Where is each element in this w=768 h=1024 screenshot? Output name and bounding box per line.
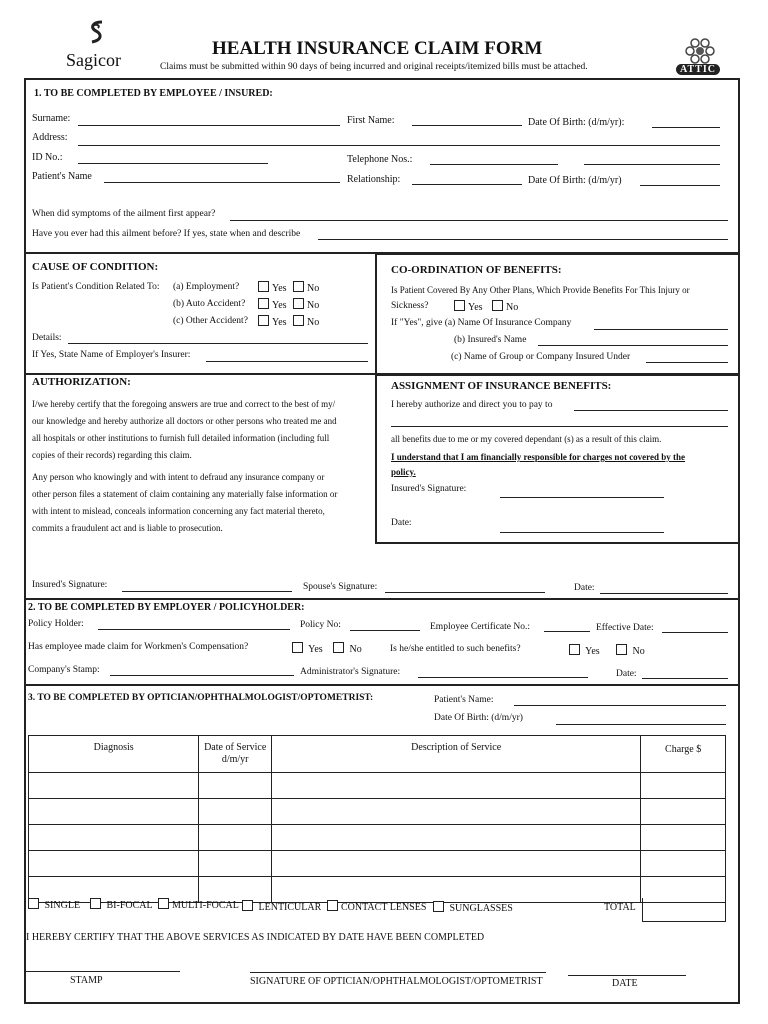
lens-bifocal[interactable] xyxy=(90,898,153,911)
policy-no-label: Policy No: xyxy=(300,620,341,630)
address-label: Address: xyxy=(32,132,68,143)
total-label: TOTAL xyxy=(604,902,636,913)
effective-date-field[interactable] xyxy=(662,632,728,633)
id-label: ID No.: xyxy=(32,152,63,163)
cause-b-yes[interactable] xyxy=(258,298,287,311)
spouse-signature-label: Spouse's Signature: xyxy=(303,582,378,592)
checkbox-icon[interactable] xyxy=(242,900,253,911)
policy-holder-label: Policy Holder: xyxy=(28,619,84,629)
col-charge: Charge $ xyxy=(641,736,726,773)
checkbox-icon[interactable] xyxy=(454,300,465,311)
no-label: No xyxy=(307,300,320,311)
col-date xyxy=(199,736,272,773)
lens-label: BI-FOCAL xyxy=(106,900,153,911)
cause-c-yes[interactable] xyxy=(258,315,287,328)
insured-signature-label: Insured's Signature: xyxy=(32,580,108,590)
section2-heading: 2. TO BE COMPLETED BY EMPLOYER / POLICYHOLDER: xyxy=(28,602,305,613)
checkbox-icon[interactable] xyxy=(492,300,503,311)
col-diagnosis: Diagnosis xyxy=(29,736,199,773)
section2-date-field[interactable] xyxy=(642,678,728,679)
authorization-line: commits a fraudulent act and is liable to prosecution. xyxy=(32,523,223,533)
optician-signature-label: SIGNATURE OF OPTICIAN/OPHTHALMOLOGIST/OPTOMETRIST xyxy=(250,976,543,987)
cause-c-label: (c) Other Accident? xyxy=(173,316,248,326)
checkbox-icon[interactable] xyxy=(327,900,338,911)
checkbox-icon[interactable] xyxy=(333,642,344,653)
first-name-label: First Name: xyxy=(347,115,395,126)
cause-a-label: (a) Employment? xyxy=(173,282,240,292)
patient-name-field[interactable] xyxy=(104,182,340,183)
dob2-label: Date Of Birth: (d/m/yr) xyxy=(528,175,622,186)
signature-date-field[interactable] xyxy=(600,593,728,594)
lens-sunglasses[interactable] xyxy=(433,901,513,914)
date-line[interactable] xyxy=(568,975,686,976)
had-before-label: Have you ever had this ailment before? If yes, state when and describe xyxy=(32,229,301,239)
section2-date-label: Date: xyxy=(616,669,637,679)
cause-divider xyxy=(24,373,376,375)
cause-a-no[interactable] xyxy=(293,281,319,294)
authorization-line: Any person who knowingly and with intent to defraud any insurance company or xyxy=(32,472,325,482)
coordination-ifyes: If "Yes", give (a) Name Of Insurance Company xyxy=(391,318,572,328)
signature-date-label: Date: xyxy=(574,583,595,593)
table-header-row xyxy=(29,736,726,773)
yes-label: Yes xyxy=(272,283,287,294)
total-box[interactable] xyxy=(642,898,726,922)
cause-a-yes[interactable] xyxy=(258,281,287,294)
no-label: No xyxy=(307,317,320,328)
checkbox-icon[interactable] xyxy=(616,644,627,655)
coordination-c: (c) Name of Group or Company Insured Under xyxy=(451,352,631,362)
checkbox-icon[interactable] xyxy=(293,298,304,309)
dob1-field[interactable] xyxy=(652,127,720,128)
authorization-line: copies of their records) regarding this claim. xyxy=(32,450,192,460)
effective-date-label: Effective Date: xyxy=(596,623,654,633)
emp-cert-label: Employee Certificate No.: xyxy=(430,622,530,632)
cause-b-label: (b) Auto Accident? xyxy=(173,299,246,309)
cause-heading: CAUSE OF CONDITION: xyxy=(32,261,159,273)
checkbox-icon[interactable] xyxy=(293,281,304,292)
surname-field[interactable] xyxy=(78,125,340,126)
address-field[interactable] xyxy=(78,145,720,146)
partner-logo-text: ATTIC xyxy=(676,64,720,75)
form-title: HEALTH INSURANCE CLAIM FORM xyxy=(212,38,543,59)
coordination-heading: CO-ORDINATION OF BENEFITS: xyxy=(391,264,562,276)
coordination-yes[interactable] xyxy=(454,300,483,313)
checkbox-icon[interactable] xyxy=(569,644,580,655)
admin-signature-field[interactable] xyxy=(418,677,588,678)
cause-c-no[interactable] xyxy=(293,315,319,328)
table-row[interactable] xyxy=(29,851,726,877)
dob2-field[interactable] xyxy=(640,185,720,186)
authorization-line: with intent to mislead, conceals information concerning any fact material thereto, xyxy=(32,506,325,516)
cause-related-label: Is Patient's Condition Related To: xyxy=(32,282,160,292)
dob1-label: Date Of Birth: (d/m/yr): xyxy=(528,117,625,128)
checkbox-icon[interactable] xyxy=(433,901,444,912)
authorization-line: other person files a statement of claim containing any materially false information or xyxy=(32,489,338,499)
workmen-label: Has employee made claim for Workmen's Compensation? xyxy=(28,642,249,652)
no-label: No xyxy=(632,646,645,657)
pay-to-field[interactable] xyxy=(574,410,728,411)
s3-patient-name-label: Patient's Name: xyxy=(434,695,494,705)
col-date-format: d/m/yr xyxy=(221,754,249,765)
authorization-p1 xyxy=(32,396,372,464)
assignment-insured-sig-label: Insured's Signature: xyxy=(391,484,467,494)
emp-cert-field[interactable] xyxy=(544,631,590,632)
checkbox-icon[interactable] xyxy=(292,642,303,653)
pay-to-field-2[interactable] xyxy=(391,426,728,427)
table-row[interactable] xyxy=(29,773,726,799)
checkbox-icon[interactable] xyxy=(258,298,269,309)
hexagon-cluster-icon xyxy=(685,38,715,64)
relationship-field[interactable] xyxy=(412,184,522,185)
lens-lenticular[interactable] xyxy=(242,900,321,913)
no-label: No xyxy=(506,302,519,313)
authorization-heading: AUTHORIZATION: xyxy=(32,376,131,388)
telephone-label: Telephone Nos.: xyxy=(347,154,413,165)
telephone-field-1[interactable] xyxy=(430,164,558,165)
insured-signature-field[interactable] xyxy=(122,591,292,592)
section3-divider xyxy=(24,684,740,686)
no-label: No xyxy=(307,283,320,294)
entitled-no[interactable] xyxy=(616,644,645,657)
coordination-no[interactable] xyxy=(492,300,518,313)
first-name-field[interactable] xyxy=(412,125,522,126)
s3-patient-name-field[interactable] xyxy=(514,705,726,706)
company-stamp-field[interactable] xyxy=(110,675,294,676)
table-row[interactable] xyxy=(29,799,726,825)
checkbox-icon[interactable] xyxy=(28,898,39,909)
lens-contact[interactable] xyxy=(327,900,426,913)
workmen-yes[interactable] xyxy=(292,642,323,655)
company-stamp-label: Company's Stamp: xyxy=(28,665,100,675)
policy-no-field[interactable] xyxy=(350,630,420,631)
insured-name-field[interactable] xyxy=(538,345,728,346)
section1-heading: 1. TO BE COMPLETED BY EMPLOYEE / INSURED: xyxy=(34,88,273,99)
assignment-heading: ASSIGNMENT OF INSURANCE BENEFITS: xyxy=(391,380,612,392)
attic-logo xyxy=(674,38,726,78)
yes-label: Yes xyxy=(272,300,287,311)
patient-name-label: Patient's Name xyxy=(32,171,92,182)
optician-signature-line[interactable] xyxy=(250,972,546,973)
checkbox-icon[interactable] xyxy=(258,281,269,292)
no-label: No xyxy=(349,644,362,655)
assignment-understand1: I understand that I am financially responsible for charges not covered by the xyxy=(391,452,686,462)
details-field[interactable] xyxy=(68,343,368,344)
lens-single[interactable] xyxy=(28,898,80,911)
table-row[interactable] xyxy=(29,825,726,851)
entitled-yes[interactable] xyxy=(569,644,600,657)
coordination-b: (b) Insured's Name xyxy=(454,335,527,345)
details-label: Details: xyxy=(32,333,62,343)
services-table xyxy=(28,735,726,903)
assignment-date-label: Date: xyxy=(391,518,412,528)
checkbox-icon[interactable] xyxy=(293,315,304,326)
coordination-line2: Sickness? xyxy=(391,301,429,311)
telephone-field-2[interactable] xyxy=(584,164,720,165)
insurer-field[interactable] xyxy=(206,361,368,362)
insurance-company-field[interactable] xyxy=(594,329,728,330)
authorization-line: our knowledge and hereby authorize all doctors or other persons who treated me and xyxy=(32,416,337,426)
sagicor-swirl-icon xyxy=(82,18,112,48)
section2-divider xyxy=(24,598,740,600)
symptoms-label: When did symptoms of the ailment first appear? xyxy=(32,209,216,219)
relationship-label: Relationship: xyxy=(347,174,401,185)
assignment-line1: I hereby authorize and direct you to pay to xyxy=(391,400,553,410)
policy-holder-field[interactable] xyxy=(98,629,290,630)
cause-b-no[interactable] xyxy=(293,298,319,311)
form-subtitle: Claims must be submitted within 90 days of being incurred and original receipts/itemized bills must be attached. xyxy=(160,62,588,72)
authorization-p2 xyxy=(32,469,372,537)
admin-signature-label: Administrator's Signature: xyxy=(300,667,401,677)
coordination-line1: Is Patient Covered By Any Other Plans, Which Provide Benefits For This Injury or xyxy=(391,285,690,295)
lens-label: CONTACT LENSES xyxy=(341,902,427,913)
lens-label: SUNGLASSES xyxy=(449,903,513,914)
yes-label: Yes xyxy=(308,644,323,655)
yes-label: Yes xyxy=(272,317,287,328)
authorization-line: I/we hereby certify that the foregoing answers are true and correct to the best of my/ xyxy=(32,399,336,409)
brand-name: Sagicor xyxy=(66,50,121,70)
lens-multifocal[interactable] xyxy=(158,898,239,911)
workmen-no[interactable] xyxy=(333,642,362,655)
had-before-field[interactable] xyxy=(318,239,728,240)
lens-label: LENTICULAR xyxy=(258,902,322,913)
s3-dob-field[interactable] xyxy=(556,724,726,725)
stamp-line[interactable] xyxy=(24,971,180,972)
col-description: Description of Service xyxy=(272,736,641,773)
yes-label: Yes xyxy=(585,646,600,657)
section3-heading: 3. TO BE COMPLETED BY OPTICIAN/OPHTHALMOLOGIST/OPTOMETRIST: xyxy=(28,693,374,703)
yes-label: Yes xyxy=(468,302,483,313)
authorization-line: all hospitals or other institutions to furnish full detailed information (including full xyxy=(32,433,330,443)
assignment-understand2: policy. xyxy=(391,467,416,477)
lens-label: MULTI-FOCAL xyxy=(172,900,239,911)
col-date-label: Date of Service xyxy=(204,742,267,753)
sagicor-logo xyxy=(62,18,132,70)
assignment-date-field[interactable] xyxy=(500,532,664,533)
insurer-label: If Yes, State Name of Employer's Insurer: xyxy=(32,350,191,360)
section3-date-label: DATE xyxy=(612,978,638,989)
checkbox-icon[interactable] xyxy=(90,898,101,909)
spouse-signature-field[interactable] xyxy=(385,592,545,593)
s3-dob-label: Date Of Birth: (d/m/yr) xyxy=(434,713,523,723)
assignment-insured-sig-field[interactable] xyxy=(500,497,664,498)
group-company-field[interactable] xyxy=(646,362,728,363)
checkbox-icon[interactable] xyxy=(158,898,169,909)
symptoms-field[interactable] xyxy=(230,220,728,221)
entitled-label: Is he/she entitled to such benefits? xyxy=(390,644,521,654)
assignment-line2: all benefits due to me or my covered dependant (s) as a result of this claim. xyxy=(391,434,662,444)
checkbox-icon[interactable] xyxy=(258,315,269,326)
lens-label: SINGLE xyxy=(44,900,81,911)
id-field[interactable] xyxy=(78,163,268,164)
surname-label: Surname: xyxy=(32,113,71,124)
certify-text: I HEREBY CERTIFY THAT THE ABOVE SERVICES AS INDICATED BY DATE HAVE BEEN COMPLETED xyxy=(26,932,485,943)
stamp-label: STAMP xyxy=(70,975,103,986)
